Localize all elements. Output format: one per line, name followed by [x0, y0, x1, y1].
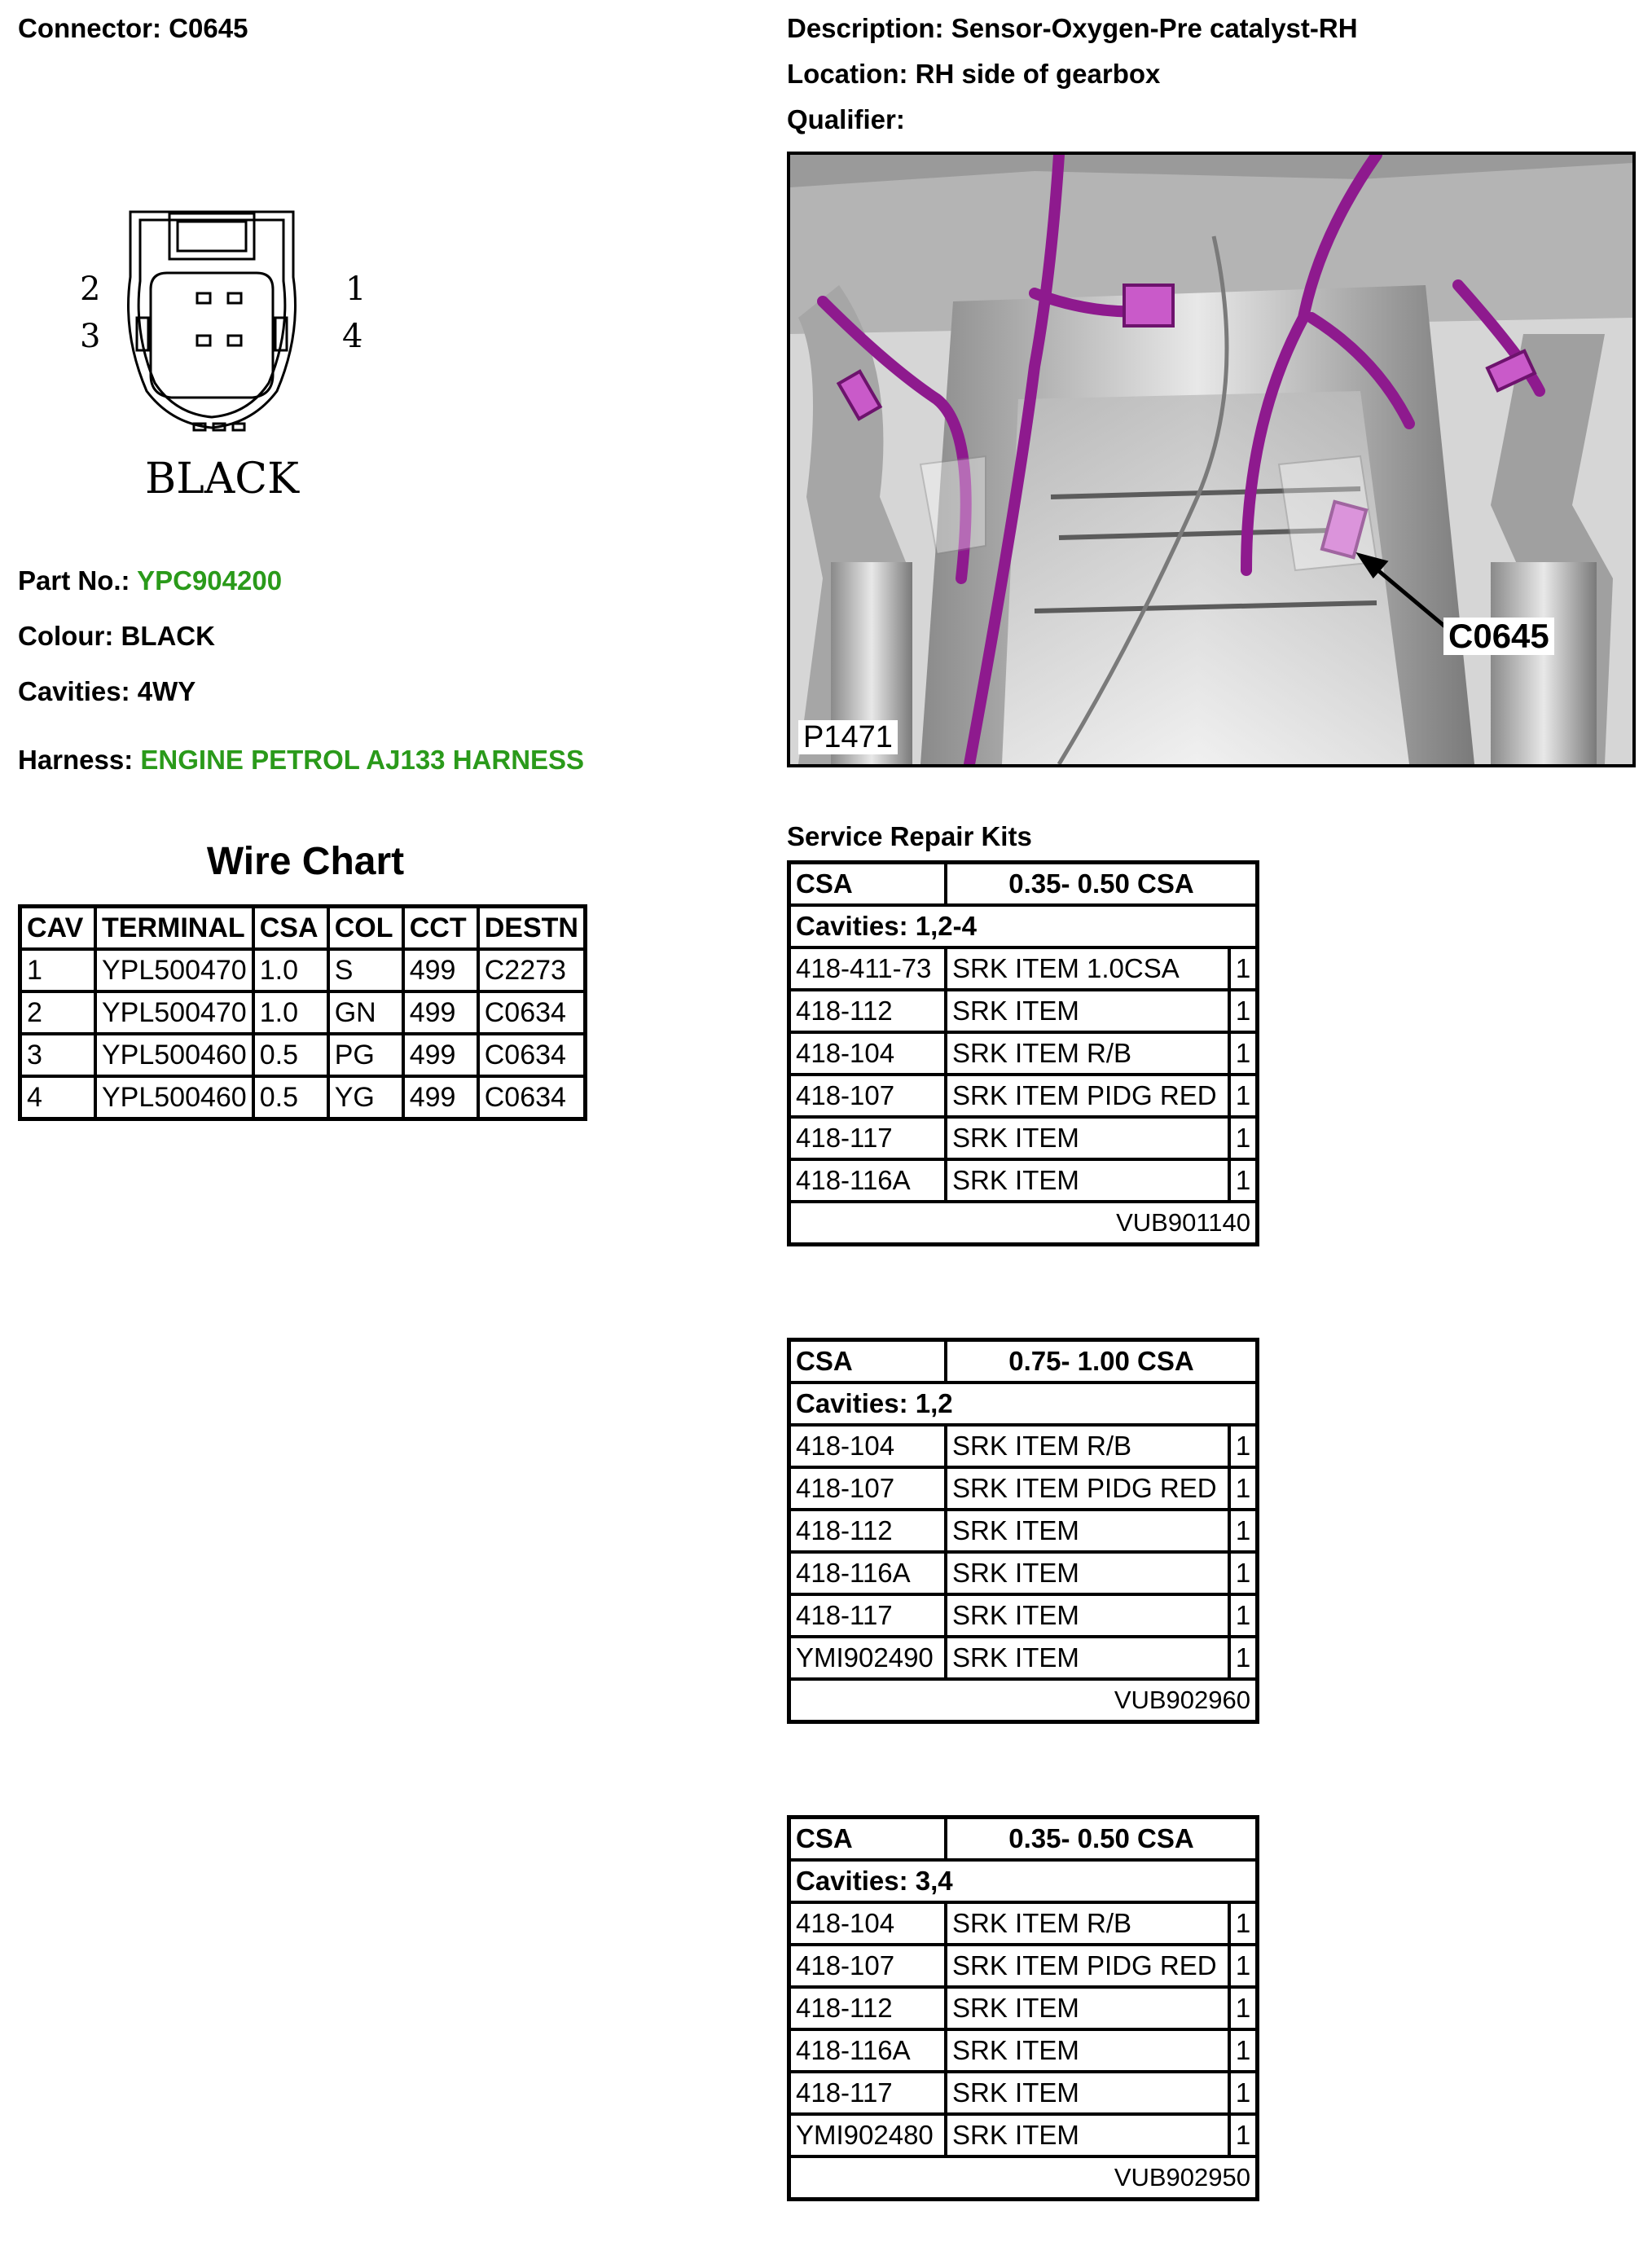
wire-cct: 499 — [403, 1034, 478, 1076]
kit-item-qty: 1 — [1229, 1987, 1255, 2029]
wire-terminal[interactable]: YPL500460 — [95, 1034, 253, 1076]
kit-item-code[interactable]: 418-116A — [791, 2029, 946, 2072]
kit-item-qty: 1 — [1229, 2072, 1255, 2114]
kit-item-code[interactable]: 418-107 — [791, 1075, 946, 1117]
cavities-line — [18, 676, 196, 707]
kit-item-qty: 1 — [1229, 1902, 1255, 1945]
kit-item-desc: SRK ITEM PIDG RED — [946, 1467, 1229, 1510]
kit-csa-label: CSA — [791, 1342, 946, 1383]
kit-item-qty: 1 — [1229, 1159, 1255, 1202]
location-label: Location: — [787, 59, 908, 89]
kit-item-qty: 1 — [1229, 2114, 1255, 2156]
kit-csa-range: 0.35- 0.50 CSA — [946, 864, 1255, 905]
kit-item-desc: SRK ITEM — [946, 2072, 1229, 2114]
kit-item-code[interactable]: 418-107 — [791, 1945, 946, 1987]
wire-cav: 1 — [20, 949, 96, 991]
repair-kit-1 — [787, 860, 1259, 1246]
wire-col-col: COL — [328, 907, 403, 950]
kit-item-code[interactable]: YMI902480 — [791, 2114, 946, 2156]
kit-item-qty: 1 — [1229, 1594, 1255, 1637]
pin-label-3: 3 — [80, 318, 101, 355]
kit-item-desc: SRK ITEM — [946, 1510, 1229, 1552]
list-item — [791, 1425, 1255, 1467]
kit-item-code[interactable]: 418-112 — [791, 1987, 946, 2029]
wire-col: YG — [328, 1076, 403, 1119]
wire-col-csa: CSA — [253, 907, 328, 950]
wire-chart-table — [18, 904, 587, 1121]
kit-item-desc: SRK ITEM — [946, 1117, 1229, 1159]
kit-cavities: Cavities: 3,4 — [791, 1860, 1255, 1902]
kit-item-desc: SRK ITEM — [946, 1159, 1229, 1202]
harness-link[interactable]: ENGINE PETROL AJ133 HARNESS — [140, 745, 585, 775]
kit-item-qty: 1 — [1229, 1467, 1255, 1510]
list-item — [791, 2029, 1255, 2072]
kit-item-desc: SRK ITEM PIDG RED — [946, 1075, 1229, 1117]
kit-item-desc: SRK ITEM R/B — [946, 1032, 1229, 1075]
colour-line — [18, 621, 215, 652]
list-item — [791, 1552, 1255, 1594]
kit-item-qty: 1 — [1229, 1117, 1255, 1159]
kit-item-code[interactable]: 418-104 — [791, 1032, 946, 1075]
description-value: Sensor-Oxygen-Pre catalyst-RH — [951, 13, 1358, 43]
list-item — [791, 1510, 1255, 1552]
wire-csa: 1.0 — [253, 991, 328, 1034]
kit-item-desc: SRK ITEM — [946, 1987, 1229, 2029]
wire-cct: 499 — [403, 1076, 478, 1119]
harness-label: Harness: — [18, 745, 134, 775]
photo-reference: P1471 — [798, 720, 898, 754]
pin-label-4: 4 — [342, 318, 363, 355]
wire-cav: 3 — [20, 1034, 96, 1076]
list-item — [791, 2072, 1255, 2114]
wire-col-cct: CCT — [403, 907, 478, 950]
connector-id: C0645 — [169, 13, 248, 43]
connector-heading — [18, 13, 248, 44]
table-row — [20, 1076, 586, 1119]
wire-cav: 2 — [20, 991, 96, 1034]
list-item — [791, 1637, 1255, 1679]
kit-item-desc: SRK ITEM R/B — [946, 1902, 1229, 1945]
list-item — [791, 1987, 1255, 2029]
repair-kit-3 — [787, 1815, 1259, 2201]
list-item — [791, 2114, 1255, 2156]
kit-item-desc: SRK ITEM PIDG RED — [946, 1945, 1229, 1987]
wire-cct: 499 — [403, 991, 478, 1034]
kit-number[interactable]: VUB901140 — [791, 1202, 1255, 1242]
kit-item-qty: 1 — [1229, 1637, 1255, 1679]
kit-item-desc: SRK ITEM R/B — [946, 1425, 1229, 1467]
kit-item-desc: SRK ITEM 1.0CSA — [946, 947, 1229, 990]
kit-csa-range: 0.75- 1.00 CSA — [946, 1342, 1255, 1383]
list-item — [791, 990, 1255, 1032]
kit-item-qty: 1 — [1229, 1075, 1255, 1117]
list-item — [791, 1032, 1255, 1075]
description-label: Description: — [787, 13, 944, 43]
kit-item-qty: 1 — [1229, 2029, 1255, 2072]
kit-item-qty: 1 — [1229, 990, 1255, 1032]
kit-item-desc: SRK ITEM — [946, 2029, 1229, 2072]
wire-col-destn: DESTN — [478, 907, 586, 950]
kit-item-qty: 1 — [1229, 1425, 1255, 1467]
service-repair-kits-title: Service Repair Kits — [787, 821, 1032, 851]
qualifier-line — [787, 104, 905, 135]
kit-csa-range: 0.35- 0.50 CSA — [946, 1819, 1255, 1860]
wire-col-terminal: TERMINAL — [95, 907, 253, 950]
connector-face-diagram — [73, 187, 383, 513]
pin-label-2: 2 — [80, 270, 101, 308]
wire-chart-title: Wire Chart — [206, 840, 405, 883]
wire-col: PG — [328, 1034, 403, 1076]
wire-col: GN — [328, 991, 403, 1034]
wire-destn[interactable]: C0634 — [478, 1076, 586, 1119]
kit-item-code[interactable]: 418-117 — [791, 2072, 946, 2114]
kit-number[interactable]: VUB902960 — [791, 1679, 1255, 1720]
kit-item-qty: 1 — [1229, 1552, 1255, 1594]
photo-callout-label: C0645 — [1443, 618, 1554, 655]
table-row — [20, 991, 586, 1034]
kit-item-code[interactable]: 418-112 — [791, 990, 946, 1032]
kit-item-qty: 1 — [1229, 1510, 1255, 1552]
kit-item-desc: SRK ITEM — [946, 1637, 1229, 1679]
list-item — [791, 1902, 1255, 1945]
engine-illustration — [790, 155, 1632, 764]
wire-col: S — [328, 949, 403, 991]
list-item — [791, 1117, 1255, 1159]
cavities-value: 4WY — [137, 676, 196, 706]
kit-item-desc: SRK ITEM — [946, 1552, 1229, 1594]
wire-col-cav: CAV — [20, 907, 96, 950]
description-line — [787, 13, 1358, 44]
cavities-label: Cavities: — [18, 676, 130, 706]
part-no-label: Part No.: — [18, 565, 130, 596]
kit-csa-label: CSA — [791, 1819, 946, 1860]
list-item — [791, 1159, 1255, 1202]
list-item — [791, 1075, 1255, 1117]
kit-item-desc: SRK ITEM — [946, 2114, 1229, 2156]
list-item — [791, 947, 1255, 990]
location-photo — [787, 152, 1636, 767]
kit-item-code[interactable]: 418-117 — [791, 1594, 946, 1637]
kit-item-desc: SRK ITEM — [946, 1594, 1229, 1637]
wire-cct: 499 — [403, 949, 478, 991]
kit-item-code[interactable]: 418-112 — [791, 1510, 946, 1552]
connector-label: Connector: — [18, 13, 161, 43]
wire-csa: 0.5 — [253, 1034, 328, 1076]
table-row — [20, 949, 586, 991]
list-item — [791, 1945, 1255, 1987]
wire-destn[interactable]: C0634 — [478, 1034, 586, 1076]
wire-destn[interactable]: C2273 — [478, 949, 586, 991]
part-no-link[interactable]: YPC904200 — [137, 565, 283, 596]
wire-csa: 0.5 — [253, 1076, 328, 1119]
kit-item-code[interactable]: 418-104 — [791, 1425, 946, 1467]
wire-terminal[interactable]: YPL500460 — [95, 1076, 253, 1119]
qualifier-label: Qualifier: — [787, 104, 905, 134]
kit-item-code[interactable]: 418-107 — [791, 1467, 946, 1510]
list-item — [791, 1467, 1255, 1510]
wire-csa: 1.0 — [253, 949, 328, 991]
kit-item-code[interactable]: YMI902490 — [791, 1637, 946, 1679]
table-row — [20, 1034, 586, 1076]
kit-item-qty: 1 — [1229, 1032, 1255, 1075]
wire-terminal[interactable]: YPL500470 — [95, 991, 253, 1034]
kit-cavities: Cavities: 1,2-4 — [791, 905, 1255, 947]
kit-item-code[interactable]: 418-411-73 — [791, 947, 946, 990]
kit-item-code[interactable]: 418-104 — [791, 1902, 946, 1945]
diagram-colour-text: BLACK — [145, 455, 299, 503]
kit-cavities: Cavities: 1,2 — [791, 1383, 1255, 1425]
kit-item-desc: SRK ITEM — [946, 990, 1229, 1032]
pin-label-1: 1 — [345, 270, 367, 308]
wire-cav: 4 — [20, 1076, 96, 1119]
kit-item-qty: 1 — [1229, 1945, 1255, 1987]
wire-chart-header-row — [20, 907, 586, 950]
location-line — [787, 59, 1160, 90]
harness-line — [18, 745, 584, 776]
kit-number[interactable]: VUB902950 — [791, 2156, 1255, 2197]
kit-item-code[interactable]: 418-117 — [791, 1117, 946, 1159]
wire-terminal[interactable]: YPL500470 — [95, 949, 253, 991]
kit-csa-label: CSA — [791, 864, 946, 905]
colour-value: BLACK — [121, 621, 215, 651]
kit-item-code[interactable]: 418-116A — [791, 1552, 946, 1594]
colour-label: Colour: — [18, 621, 114, 651]
part-no-line — [18, 565, 282, 596]
wire-destn[interactable]: C0634 — [478, 991, 586, 1034]
repair-kit-2 — [787, 1338, 1259, 1724]
kit-item-qty: 1 — [1229, 947, 1255, 990]
list-item — [791, 1594, 1255, 1637]
kit-item-code[interactable]: 418-116A — [791, 1159, 946, 1202]
location-value: RH side of gearbox — [915, 59, 1161, 89]
